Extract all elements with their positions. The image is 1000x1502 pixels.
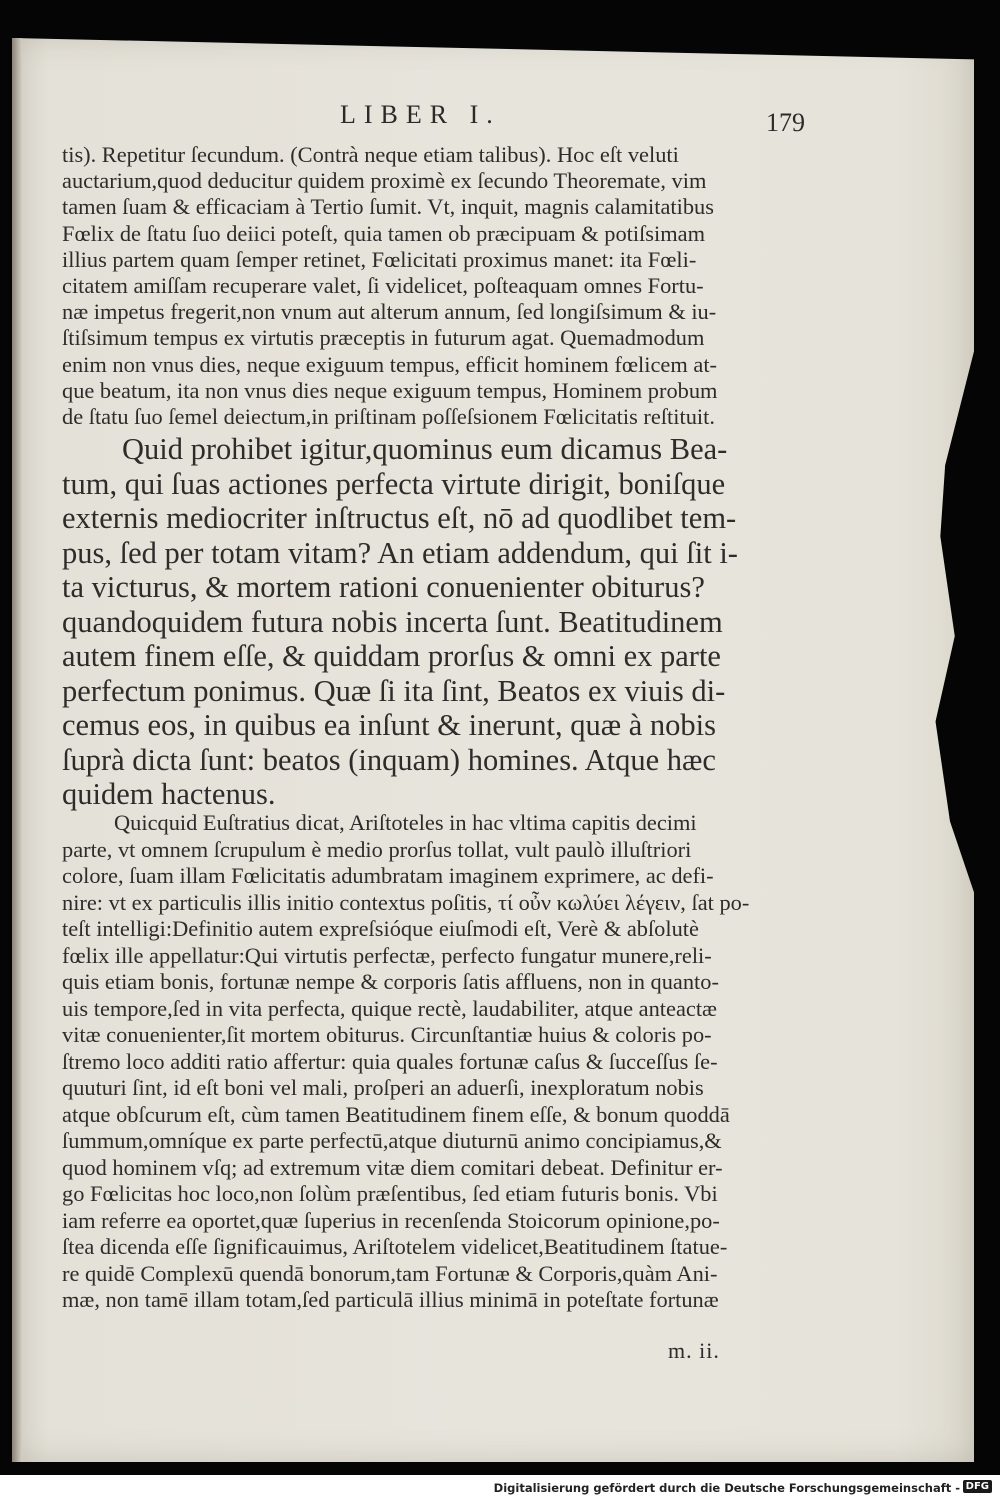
text-block-large [62, 432, 822, 812]
text-block-small [62, 142, 822, 430]
page-number: 179 [766, 108, 805, 137]
text-line: tis). Repetitur ſecundum. (Contrà neque etiam talibus). Hoc eſt veluti [62, 142, 679, 167]
text-line: iam referre ea oportet,quæ ſuperius in recenſenda Stoicorum opinione,po- [62, 1207, 720, 1233]
text-line: quuturi ſint, id eſt boni vel mali, proſperi an aduerſi, inexploratum nobis [62, 1075, 704, 1100]
page-left-edge [12, 38, 22, 1462]
text-line: quis etiam bonis, fortunæ nempe & corporis ſatis affluens, non in quanto- [62, 969, 719, 994]
text-line: perfectum ponimus. Quæ ſi ita ſint, Beatos ex viuis di- [62, 673, 726, 708]
signature-mark: m. ii. [668, 1338, 720, 1363]
text-line: tamen ſuam & efficaciam à Tertio ſumit. Vt, inquit, magnis calamitatibus [62, 194, 714, 220]
text-line: uis tempore,ſed in vita perfecta, quique rectè, laudabiliter, atque anteactæ [62, 995, 717, 1021]
text-line: ſtea dicenda eſſe ſignificauimus, Ariſtotelem videlicet,Beatitudinem ſtatue- [62, 1234, 728, 1259]
text-line: atque obſcurum eſt, cùm tamen Beatitudinem finem eſſe, & bonum quoddā [62, 1101, 730, 1127]
dfg-logo-icon: DFG [963, 1480, 992, 1493]
text-line: fœlix ille appellatur:Qui virtutis perfectæ, perfecto fungatur munere,reli- [62, 942, 712, 968]
text-line: ſuprà dicta ſunt: beatos (inquam) homines. Atque hæc [62, 742, 716, 777]
text-line: quandoquidem futura nobis incerta ſunt. Beatitudinem [62, 604, 723, 639]
text-line: parte, vt omnem ſcrupulum è medio prorſus tollat, vult paulò illuſtriori [62, 836, 692, 862]
text-line: quidem hactenus. [62, 777, 276, 811]
text-line: Fœlix de ſtatu ſuo deiici poteſt, quia tamen ob præcipuam & potiſsimam [62, 220, 706, 246]
text-line: que beatum, ita non vnus dies neque exiguum tempus, Hominem probum [62, 377, 718, 403]
text-line: auctarium,quod deducitur quidem proximè ex ſecundo Theoremate, vim [62, 168, 707, 194]
text-line: teſt intelligi:Definitio autem expreſsióque eiuſmodi eſt, Verè & abſolutè [62, 916, 699, 941]
text-line: ſtremo loco additi ratio affertur: quia quales fortunæ caſus & ſucceſſus ſe- [62, 1048, 718, 1074]
text-line: næ impetus fregerit,non vnum aut alterum annum, ſed longiſsimum & iu- [62, 299, 717, 325]
funding-credit: Digitalisierung gefördert durch die Deutsche Forschungsgemeinschaft - [493, 1481, 960, 1495]
text-line: de ſtatu ſuo ſemel deiectum,in priſtinam poſſeſsionem Fœlicitatis reſtituit. [62, 404, 715, 430]
text-line: go Fœlicitas hoc loco,non ſolùm præſentibus, ſed etiam futuris bonis. Vbi [62, 1181, 718, 1206]
running-head: LIBER I. [340, 100, 501, 129]
text-line: nire: vt ex particulis illis initio contextus poſitis, τί οὖν κωλύει λέγειν, ſat po- [62, 889, 750, 915]
text-line: re quidē Complexū quendā bonorum,tam Fortunæ & Corporis,quàm Ani- [62, 1260, 718, 1286]
text-line: Quicquid Euſtratius dicat, Ariſtoteles in hac vltima capitis decimi [114, 810, 697, 835]
text-line: autem finem eſſe, & quiddam prorſus & omni ex parte [62, 639, 721, 673]
text-line: citatem amiſſam recuperare valet, ſi videlicet, poſteaquam omnes Fortu- [62, 273, 704, 299]
text-line: mæ, non tamē illam totam,ſed particulā illius minimā in poteſtate fortunæ [62, 1287, 719, 1312]
commentary-block [62, 810, 822, 1314]
text-line: colore, ſuam illam Fœlicitatis adumbratam imaginem exprimere, ac defi- [62, 863, 714, 888]
text-line: cemus eos, in quibus ea inſunt & inerunt, quæ à nobis [62, 708, 716, 742]
text-line: externis mediocriter inſtructus eſt, nō ad quodlibet tem- [62, 501, 737, 535]
text-line: pus, ſed per totam vitam? An etiam addendum, qui ſit i- [62, 535, 738, 570]
text-line: ſtiſsimum tempus ex virtutis præceptis in futurum agat. Quemadmodum [62, 325, 705, 351]
text-line: quod hominem vſq; ad extremum vitæ diem comitari debeat. Definitur er- [62, 1154, 723, 1180]
text-line: Quid prohibet igitur,quominus eum dicamus Bea- [122, 432, 728, 466]
text-line: ta victurus, & mortem rationi conuenienter obiturus? [62, 570, 705, 604]
text-line: vitæ conuenienter,ſit mortem obiturus. Circunſtantiæ huius & coloris po- [62, 1022, 712, 1047]
text-line: ſummum,omníque ex parte perfectū,atque diuturnū animo concipiamus,& [62, 1128, 722, 1153]
text-line: enim non vnus dies, neque exiguum tempus, efficit hominem fœlicem at- [62, 351, 717, 377]
text-line: tum, qui ſuas actiones perfecta virtute dirigit, boniſque [62, 466, 726, 501]
footer-bar [0, 1475, 1000, 1502]
text-line: illius partem quam ſemper retinet, Fœlicitati proximus manet: ita Fœli- [62, 246, 697, 272]
